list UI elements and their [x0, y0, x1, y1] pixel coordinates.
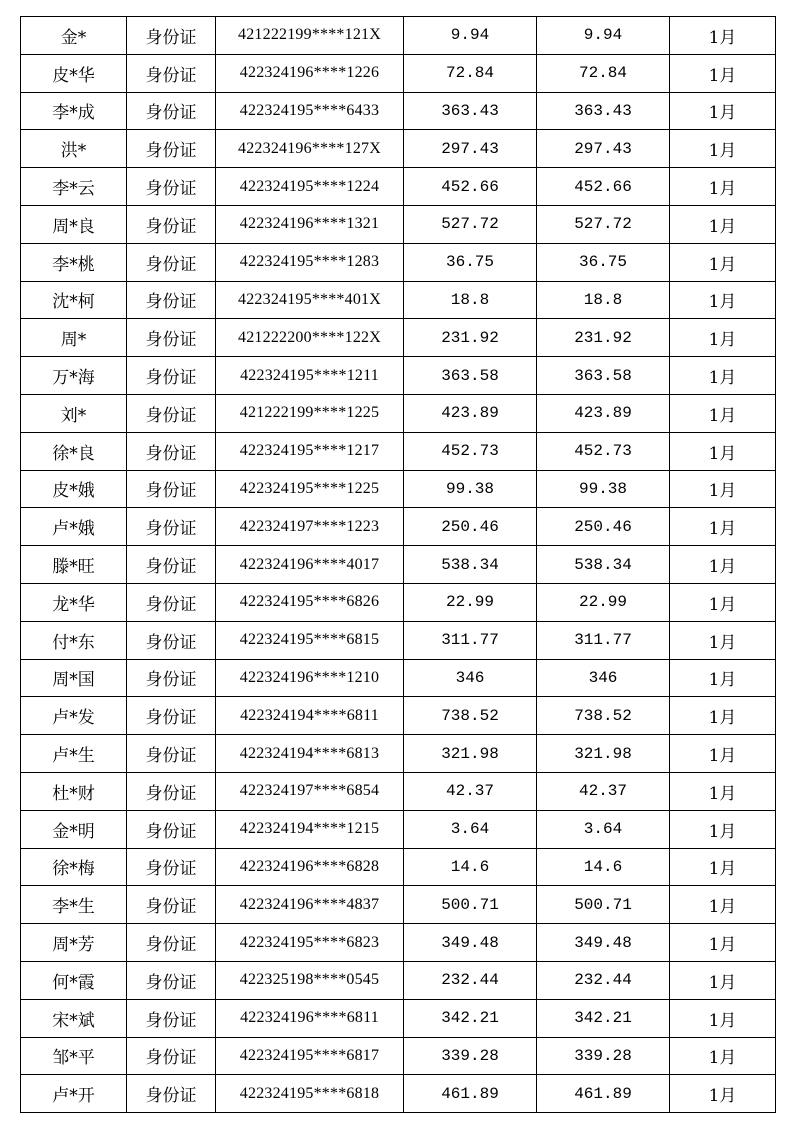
amount-cell: 18.8 [404, 281, 537, 319]
table-row [21, 772, 776, 810]
month-cell: 1月 [670, 546, 776, 584]
month-cell: 1月 [670, 357, 776, 395]
table-row [21, 319, 776, 357]
person-name-cell: 李*云 [21, 168, 127, 206]
person-name-cell: 龙*华 [21, 583, 127, 621]
month-cell: 1月 [670, 583, 776, 621]
person-name-cell: 皮*华 [21, 54, 127, 92]
amount-cell: 3.64 [404, 810, 537, 848]
amount-paid-cell: 22.99 [537, 583, 670, 621]
person-name-cell: 卢*发 [21, 697, 127, 735]
table-row [21, 357, 776, 395]
amount-paid-cell: 9.94 [537, 17, 670, 55]
id-number-cell: 422324195****1225 [216, 470, 404, 508]
id-number-cell: 422324195****1217 [216, 432, 404, 470]
month-cell: 1月 [670, 886, 776, 924]
id-type-cell: 身份证 [127, 17, 216, 55]
amount-cell: 9.94 [404, 17, 537, 55]
month-cell: 1月 [670, 432, 776, 470]
id-type-cell: 身份证 [127, 92, 216, 130]
person-name-cell: 皮*娥 [21, 470, 127, 508]
month-cell: 1月 [670, 659, 776, 697]
month-cell: 1月 [670, 508, 776, 546]
amount-paid-cell: 527.72 [537, 205, 670, 243]
amount-cell: 14.6 [404, 848, 537, 886]
amount-cell: 99.38 [404, 470, 537, 508]
table-row [21, 281, 776, 319]
id-number-cell: 422324195****6826 [216, 583, 404, 621]
amount-cell: 349.48 [404, 924, 537, 962]
id-type-cell: 身份证 [127, 243, 216, 281]
amount-paid-cell: 538.34 [537, 546, 670, 584]
id-type-cell: 身份证 [127, 621, 216, 659]
amount-paid-cell: 72.84 [537, 54, 670, 92]
person-name-cell: 洪* [21, 130, 127, 168]
table-row [21, 546, 776, 584]
id-type-cell: 身份证 [127, 546, 216, 584]
person-name-cell: 李*桃 [21, 243, 127, 281]
amount-cell: 500.71 [404, 886, 537, 924]
table-row [21, 659, 776, 697]
id-number-cell: 422324195****6433 [216, 92, 404, 130]
id-number-cell: 422324194****6813 [216, 735, 404, 773]
month-cell: 1月 [670, 810, 776, 848]
month-cell: 1月 [670, 621, 776, 659]
id-number-cell: 422324194****6811 [216, 697, 404, 735]
payment-table [20, 16, 776, 1113]
id-number-cell: 422324195****1283 [216, 243, 404, 281]
month-cell: 1月 [670, 848, 776, 886]
person-name-cell: 徐*梅 [21, 848, 127, 886]
table-row [21, 810, 776, 848]
amount-paid-cell: 423.89 [537, 394, 670, 432]
id-type-cell: 身份证 [127, 432, 216, 470]
id-type-cell: 身份证 [127, 205, 216, 243]
month-cell: 1月 [670, 243, 776, 281]
table-row [21, 735, 776, 773]
id-type-cell: 身份证 [127, 848, 216, 886]
table-row [21, 54, 776, 92]
id-number-cell: 422325198****0545 [216, 961, 404, 999]
id-type-cell: 身份证 [127, 772, 216, 810]
person-name-cell: 周* [21, 319, 127, 357]
amount-paid-cell: 18.8 [537, 281, 670, 319]
amount-cell: 461.89 [404, 1075, 537, 1113]
table-row [21, 848, 776, 886]
id-type-cell: 身份证 [127, 357, 216, 395]
id-number-cell: 422324196****1321 [216, 205, 404, 243]
amount-paid-cell: 738.52 [537, 697, 670, 735]
id-number-cell: 422324195****1224 [216, 168, 404, 206]
person-name-cell: 宋*斌 [21, 999, 127, 1037]
id-type-cell: 身份证 [127, 697, 216, 735]
id-type-cell: 身份证 [127, 659, 216, 697]
month-cell: 1月 [670, 924, 776, 962]
table-row [21, 432, 776, 470]
id-number-cell: 422324195****6823 [216, 924, 404, 962]
table-row [21, 168, 776, 206]
amount-paid-cell: 250.46 [537, 508, 670, 546]
table-body [21, 17, 776, 1113]
id-type-cell: 身份证 [127, 1075, 216, 1113]
amount-cell: 363.58 [404, 357, 537, 395]
month-cell: 1月 [670, 205, 776, 243]
amount-paid-cell: 349.48 [537, 924, 670, 962]
id-type-cell: 身份证 [127, 470, 216, 508]
month-cell: 1月 [670, 961, 776, 999]
id-number-cell: 422324195****1211 [216, 357, 404, 395]
id-type-cell: 身份证 [127, 508, 216, 546]
amount-paid-cell: 99.38 [537, 470, 670, 508]
id-type-cell: 身份证 [127, 168, 216, 206]
id-number-cell: 422324196****1226 [216, 54, 404, 92]
person-name-cell: 杜*财 [21, 772, 127, 810]
id-number-cell: 422324194****1215 [216, 810, 404, 848]
id-number-cell: 422324195****401X [216, 281, 404, 319]
month-cell: 1月 [670, 130, 776, 168]
month-cell: 1月 [670, 17, 776, 55]
id-type-cell: 身份证 [127, 1037, 216, 1075]
table-row [21, 243, 776, 281]
month-cell: 1月 [670, 1075, 776, 1113]
person-name-cell: 邹*平 [21, 1037, 127, 1075]
table-row [21, 583, 776, 621]
table-row [21, 999, 776, 1037]
id-number-cell: 422324196****6811 [216, 999, 404, 1037]
id-type-cell: 身份证 [127, 394, 216, 432]
id-type-cell: 身份证 [127, 281, 216, 319]
id-number-cell: 422324195****6818 [216, 1075, 404, 1113]
id-number-cell: 422324196****1210 [216, 659, 404, 697]
month-cell: 1月 [670, 470, 776, 508]
amount-paid-cell: 232.44 [537, 961, 670, 999]
amount-cell: 363.43 [404, 92, 537, 130]
id-type-cell: 身份证 [127, 924, 216, 962]
amount-cell: 297.43 [404, 130, 537, 168]
amount-cell: 42.37 [404, 772, 537, 810]
person-name-cell: 金*明 [21, 810, 127, 848]
person-name-cell: 李*生 [21, 886, 127, 924]
person-name-cell: 李*成 [21, 92, 127, 130]
amount-paid-cell: 452.73 [537, 432, 670, 470]
person-name-cell: 周*良 [21, 205, 127, 243]
amount-cell: 231.92 [404, 319, 537, 357]
person-name-cell: 卢*生 [21, 735, 127, 773]
month-cell: 1月 [670, 772, 776, 810]
amount-paid-cell: 3.64 [537, 810, 670, 848]
person-name-cell: 卢*娥 [21, 508, 127, 546]
amount-cell: 342.21 [404, 999, 537, 1037]
month-cell: 1月 [670, 281, 776, 319]
amount-cell: 22.99 [404, 583, 537, 621]
table-row [21, 924, 776, 962]
person-name-cell: 沈*柯 [21, 281, 127, 319]
table-row [21, 1037, 776, 1075]
amount-cell: 538.34 [404, 546, 537, 584]
person-name-cell: 周*芳 [21, 924, 127, 962]
id-number-cell: 421222199****1225 [216, 394, 404, 432]
amount-paid-cell: 321.98 [537, 735, 670, 773]
id-type-cell: 身份证 [127, 961, 216, 999]
amount-paid-cell: 363.43 [537, 92, 670, 130]
amount-paid-cell: 36.75 [537, 243, 670, 281]
amount-paid-cell: 42.37 [537, 772, 670, 810]
id-type-cell: 身份证 [127, 886, 216, 924]
month-cell: 1月 [670, 92, 776, 130]
payment-table-container [20, 16, 775, 1113]
id-type-cell: 身份证 [127, 735, 216, 773]
amount-paid-cell: 14.6 [537, 848, 670, 886]
table-row [21, 17, 776, 55]
table-row [21, 394, 776, 432]
id-type-cell: 身份证 [127, 583, 216, 621]
month-cell: 1月 [670, 735, 776, 773]
amount-cell: 527.72 [404, 205, 537, 243]
person-name-cell: 徐*良 [21, 432, 127, 470]
id-type-cell: 身份证 [127, 130, 216, 168]
amount-cell: 250.46 [404, 508, 537, 546]
table-row [21, 1075, 776, 1113]
month-cell: 1月 [670, 168, 776, 206]
amount-cell: 339.28 [404, 1037, 537, 1075]
amount-paid-cell: 311.77 [537, 621, 670, 659]
amount-paid-cell: 342.21 [537, 999, 670, 1037]
table-row [21, 697, 776, 735]
person-name-cell: 滕*旺 [21, 546, 127, 584]
table-row [21, 470, 776, 508]
person-name-cell: 何*霞 [21, 961, 127, 999]
month-cell: 1月 [670, 697, 776, 735]
month-cell: 1月 [670, 999, 776, 1037]
month-cell: 1月 [670, 1037, 776, 1075]
id-number-cell: 421222199****121X [216, 17, 404, 55]
amount-paid-cell: 346 [537, 659, 670, 697]
amount-cell: 232.44 [404, 961, 537, 999]
amount-cell: 423.89 [404, 394, 537, 432]
amount-paid-cell: 461.89 [537, 1075, 670, 1113]
id-number-cell: 422324196****6828 [216, 848, 404, 886]
amount-paid-cell: 297.43 [537, 130, 670, 168]
person-name-cell: 刘* [21, 394, 127, 432]
amount-cell: 311.77 [404, 621, 537, 659]
table-row [21, 886, 776, 924]
id-type-cell: 身份证 [127, 810, 216, 848]
amount-cell: 738.52 [404, 697, 537, 735]
month-cell: 1月 [670, 319, 776, 357]
table-row [21, 205, 776, 243]
table-row [21, 92, 776, 130]
amount-paid-cell: 500.71 [537, 886, 670, 924]
month-cell: 1月 [670, 54, 776, 92]
table-row [21, 508, 776, 546]
person-name-cell: 卢*开 [21, 1075, 127, 1113]
id-type-cell: 身份证 [127, 54, 216, 92]
amount-cell: 346 [404, 659, 537, 697]
person-name-cell: 万*海 [21, 357, 127, 395]
month-cell: 1月 [670, 394, 776, 432]
id-number-cell: 422324195****6815 [216, 621, 404, 659]
amount-paid-cell: 452.66 [537, 168, 670, 206]
table-row [21, 621, 776, 659]
person-name-cell: 金* [21, 17, 127, 55]
id-number-cell: 422324196****4837 [216, 886, 404, 924]
amount-cell: 72.84 [404, 54, 537, 92]
amount-cell: 452.66 [404, 168, 537, 206]
id-type-cell: 身份证 [127, 319, 216, 357]
person-name-cell: 付*东 [21, 621, 127, 659]
amount-cell: 321.98 [404, 735, 537, 773]
id-type-cell: 身份证 [127, 999, 216, 1037]
id-number-cell: 422324196****127X [216, 130, 404, 168]
table-row [21, 961, 776, 999]
table-row [21, 130, 776, 168]
person-name-cell: 周*国 [21, 659, 127, 697]
amount-paid-cell: 339.28 [537, 1037, 670, 1075]
id-number-cell: 422324197****1223 [216, 508, 404, 546]
id-number-cell: 422324195****6817 [216, 1037, 404, 1075]
id-number-cell: 422324196****4017 [216, 546, 404, 584]
id-number-cell: 421222200****122X [216, 319, 404, 357]
amount-cell: 36.75 [404, 243, 537, 281]
amount-paid-cell: 231.92 [537, 319, 670, 357]
id-number-cell: 422324197****6854 [216, 772, 404, 810]
amount-cell: 452.73 [404, 432, 537, 470]
amount-paid-cell: 363.58 [537, 357, 670, 395]
